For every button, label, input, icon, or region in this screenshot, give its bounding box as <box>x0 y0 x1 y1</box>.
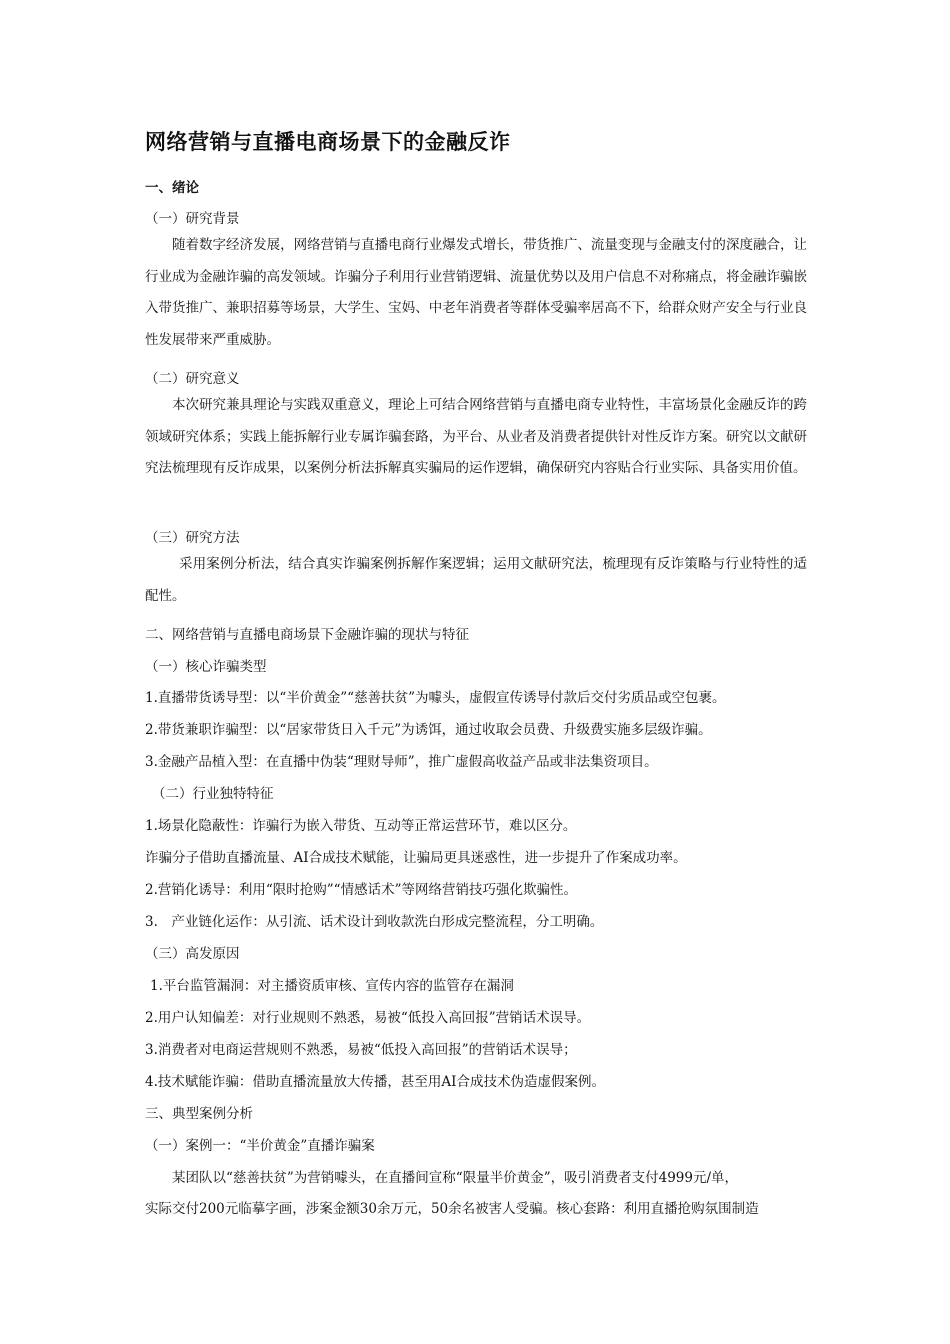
subheading-research-background: （一）研究背景 <box>145 211 240 227</box>
case-one-text-line: 某团队以“慈善扶贫”为营销噱头，在直播间宣称“限量半价黄金”，吸引消费者支付4999元/单， <box>172 1170 739 1186</box>
case-one-text-line: 实际交付200元临摹字画，涉案金额30余万元，50余名被害人受骗。核心套路：利用直播抢购氛围制造 <box>145 1201 759 1217</box>
paragraph-research-significance: 本次研究兼具理论与实践双重意义，理论上可结合网络营销与直播电商专业特性，丰富场景化金融反诈的跨领域研究体系；实践上能拆解行业专属诈骗套路，为平台、从业者及消费者提供针对性反诈方案。研究以文献研究法梳理现有反诈成果，以案例分析法拆解真实骗局的运作逻辑，确保研究内容贴合行业实际、具备实用价值。 <box>145 397 807 476</box>
paragraph-research-background: 随着数字经济发展，网络营销与直播电商行业爆发式增长，带货推广、流量变现与金融支付的深度融合，让行业成为金融诈骗的高发领域。诈骗分子利用行业营销逻辑、流量优势以及用户信息不对称痛点，将金融诈骗嵌入带货推广、兼职招募等场景，大学生、宝妈、中老年消费者等群体受骗率居高不下，给群众财产安全与行业良性发展带来严重威胁。 <box>145 237 807 348</box>
list-item-cause: 1.平台监管漏洞：对主播资质审核、宣传内容的监管存在漏洞 <box>150 978 514 994</box>
list-item-feature: 诈骗分子借助直播流量、AI合成技术赋能，让骗局更具迷惑性，进一步提升了作案成功率。 <box>145 850 687 866</box>
list-item-fraud-type: 1.直播带货诱导型：以“半价黄金”“慈善扶贫”为噱头，虚假宣传诱导付款后交付劣质品或空包裹。 <box>145 690 726 706</box>
list-item-feature: 3. 产业链化运作：从引流、话术设计到收款洗白形成完整流程，分工明确。 <box>145 914 604 930</box>
list-item-feature: 1.场景化隐蔽性：诈骗行为嵌入带货、互动等正常运营环节，难以区分。 <box>145 818 577 834</box>
section-heading-status-features: 二、网络营销与直播电商场景下金融诈骗的现状与特征 <box>145 627 469 643</box>
subheading-fraud-types: （一）核心诈骗类型 <box>145 659 267 675</box>
subheading-industry-features: （二）行业独特特征 <box>152 786 274 802</box>
list-item-fraud-type: 3.金融产品植入型：在直播中伪装“理财导师”，推广虚假高收益产品或非法集资项目。 <box>145 754 658 770</box>
subheading-causes: （三）高发原因 <box>145 946 240 962</box>
subheading-research-methods: （三）研究方法 <box>145 530 240 546</box>
document-title: 网络营销与直播电商场景下的金融反诈 <box>145 130 511 154</box>
list-item-cause: 3.消费者对电商运营规则不熟悉，易被“低投入高回报”的营销话术误导； <box>145 1042 577 1058</box>
subheading-case-one: （一）案例一：“半价黄金”直播诈骗案 <box>145 1138 375 1154</box>
list-item-feature: 2.营销化诱导：利用“限时抢购”“情感话术”等网络营销技巧强化欺骗性。 <box>145 882 577 898</box>
list-item-cause: 4.技术赋能诈骗：借助直播流量放大传播，甚至用AI合成技术伪造虚假案例。 <box>145 1074 605 1090</box>
paragraph-research-methods: 采用案例分析法，结合真实诈骗案例拆解作案逻辑；运用文献研究法，梳理现有反诈策略与行业特性的适配性。 <box>145 556 807 604</box>
subheading-research-significance: （二）研究意义 <box>145 371 240 387</box>
list-item-cause: 2.用户认知偏差：对行业规则不熟悉，易被“低投入高回报”营销话术误导。 <box>145 1010 591 1026</box>
section-heading-case-analysis: 三、典型案例分析 <box>145 1106 253 1122</box>
list-item-fraud-type: 2.带货兼职诈骗型：以“居家带货日入千元”为诱饵，通过收取会员费、升级费实施多层级诈骗。 <box>145 722 712 738</box>
section-heading-introduction: 一、绪论 <box>145 180 199 196</box>
